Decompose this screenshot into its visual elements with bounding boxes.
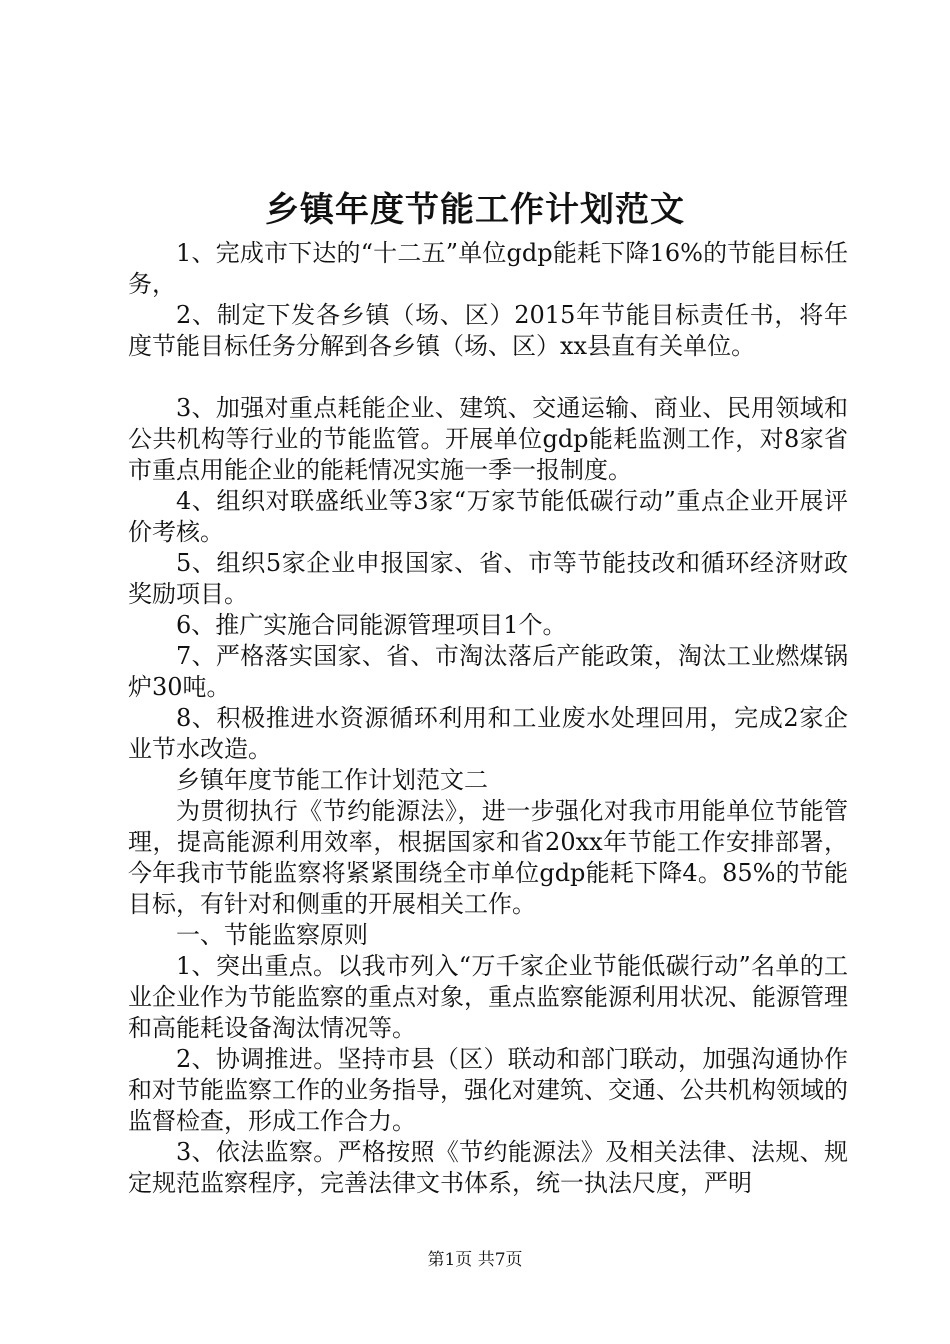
principle-3: 3、依法监察。严格按照《节约能源法》及相关法律、法规、规定规范监察程序，完善法律文书体系，统一执法尺度，严明 xyxy=(128,1138,848,1197)
page-footer: 第1页 共7页 xyxy=(427,1250,523,1270)
principle-2: 2、协调推进。坚持市县（区）联动和部门联动，加强沟通协作和对节能监察工作的业务指导，强化对建筑、交通、公共机构领域的监督检查，形成工作合力。 xyxy=(128,1045,848,1135)
paragraph-6: 6、推广实施合同能源管理项目1个。 xyxy=(176,611,567,639)
paragraph-intro: 为贯彻执行《节约能源法》，进一步强化对我市用能单位节能管理，提高能源利用效率，根据国家和省20xx年节能工作安排部署，今年我市节能监察将紧紧围绕全市单位gdp能耗下降4。85%的节能目标，有针对和侧重的开展相关工作。 xyxy=(128,797,848,918)
paragraph-1: 1、完成市下达的“十二五”单位gdp能耗下降16%的节能目标任务， xyxy=(128,239,848,298)
paragraph-7: 7、严格落实国家、省、市淘汰落后产能政策，淘汰工业燃煤锅炉30吨。 xyxy=(128,642,848,701)
paragraph-3: 3、加强对重点耗能企业、建筑、交通运输、商业、民用领域和公共机构等行业的节能监管。开展单位gdp能耗监测工作，对8家省市重点用能企业的能耗情况实施一季一报制度。 xyxy=(128,394,848,484)
document-body xyxy=(128,238,848,1199)
subheading-principles: 一、节能监察原则 xyxy=(176,921,368,949)
paragraph-5: 5、组织5家企业申报国家、省、市等节能技改和循环经济财政奖励项目。 xyxy=(128,549,848,608)
paragraph-4: 4、组织对联盛纸业等3家“万家节能低碳行动”重点企业开展评价考核。 xyxy=(128,487,848,546)
document-title: 乡镇年度节能工作计划范文 xyxy=(265,190,685,230)
paragraph-8: 8、积极推进水资源循环利用和工业废水处理回用，完成2家企业节水改造。 xyxy=(128,704,848,763)
section-heading-2: 乡镇年度节能工作计划范文二 xyxy=(176,766,488,794)
principle-1: 1、突出重点。以我市列入“万千家企业节能低碳行动”名单的工业企业作为节能监察的重点对象，重点监察能源利用状况、能源管理和高能耗设备淘汰情况等。 xyxy=(128,952,848,1042)
paragraph-2: 2、制定下发各乡镇（场、区）2015年节能目标责任书，将年度节能目标任务分解到各乡镇（场、区）xx县直有关单位。 xyxy=(128,301,848,360)
